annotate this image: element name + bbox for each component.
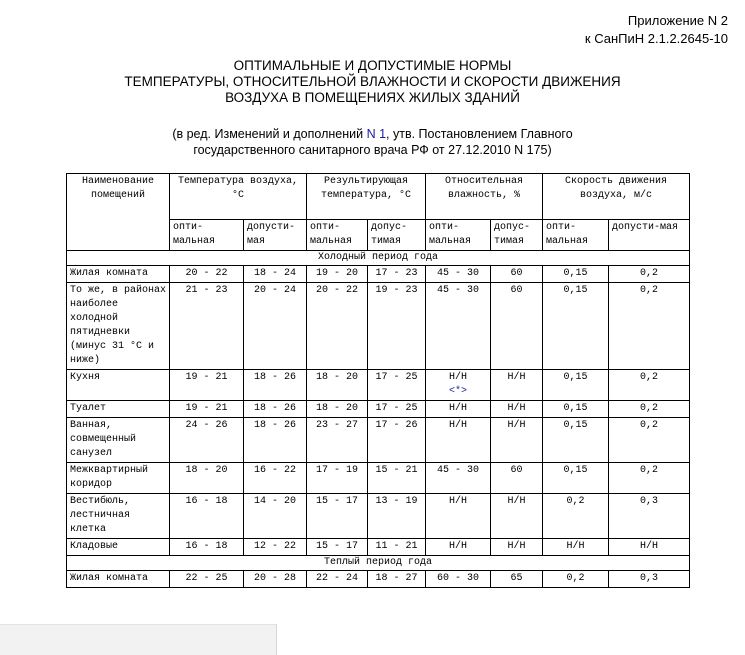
room-name: Жилая комната [67, 571, 170, 588]
air-temp-permissible: 20 - 24 [244, 283, 307, 370]
air-temp-optimal: 16 - 18 [170, 539, 244, 556]
speed-optimal: 0,15 [543, 266, 609, 283]
result-temp-optimal: 23 - 27 [307, 418, 368, 463]
speed-permissible: 0,2 [609, 401, 690, 418]
result-temp-permissible: 15 - 21 [368, 463, 426, 494]
header-row [67, 174, 690, 220]
room-name: Кладовые [67, 539, 170, 556]
speed-optimal: 0,15 [543, 401, 609, 418]
humidity-permissible: Н/Н [491, 539, 543, 556]
result-temp-permissible: 13 - 19 [368, 494, 426, 539]
appendix-regulation: к СанПиН 2.1.2.2645-10 [584, 31, 728, 46]
room-name: Ванная, совмещенный санузел [67, 418, 170, 463]
speed-permissible: 0,2 [609, 463, 690, 494]
table-row [67, 571, 690, 588]
table-row [67, 266, 690, 283]
header-humidity: Относительная влажность, % [426, 174, 543, 220]
appendix-number: Приложение N 2 [627, 13, 728, 28]
speed-optimal: 0,15 [543, 283, 609, 370]
humidity-permissible: 60 [491, 266, 543, 283]
humidity-permissible: Н/Н [491, 401, 543, 418]
title-line-1: ОПТИМАЛЬНЫЕ И ДОПУСТИМЫЕ НОРМЫ [233, 58, 512, 73]
result-temp-permissible: 19 - 23 [368, 283, 426, 370]
subheader-permissible: допус-тимая [368, 220, 426, 251]
table-row [67, 539, 690, 556]
result-temp-optimal: 19 - 20 [307, 266, 368, 283]
air-temp-permissible: 16 - 22 [244, 463, 307, 494]
speed-optimal: 0,15 [543, 463, 609, 494]
viewer-panel [0, 624, 277, 655]
humidity-optimal: 45 - 30 [426, 266, 491, 283]
humidity-optimal: Н/Н [426, 418, 491, 463]
edition-line-2: государственного санитарного врача РФ от 27.12.2010 N 175) [193, 143, 552, 157]
speed-optimal: 0,15 [543, 370, 609, 401]
room-name: Вестибюль, лестничная клетка [67, 494, 170, 539]
norms-table [66, 173, 690, 588]
edition-note [0, 126, 745, 158]
header-air-temperature: Температура воздуха, °С [170, 174, 307, 220]
header-room: Наименование помещений [67, 174, 170, 251]
air-temp-permissible: 18 - 26 [244, 418, 307, 463]
speed-permissible: 0,2 [609, 418, 690, 463]
subheader-permissible: допусти-мая [244, 220, 307, 251]
section-row-cold [67, 251, 690, 266]
result-temp-permissible: 17 - 25 [368, 401, 426, 418]
humidity-permissible: 60 [491, 283, 543, 370]
humidity-value: Н/Н [448, 372, 467, 383]
table-row [67, 463, 690, 494]
air-temp-optimal: 19 - 21 [170, 401, 244, 418]
room-name: То же, в районах наиболее холодной пятидневки (минус 31 °С и ниже) [67, 283, 170, 370]
room-name: Кухня [67, 370, 170, 401]
air-temp-optimal: 24 - 26 [170, 418, 244, 463]
room-name: Туалет [67, 401, 170, 418]
humidity-permissible: Н/Н [491, 370, 543, 401]
humidity-optimal: 45 - 30 [426, 463, 491, 494]
document-title [0, 58, 745, 106]
speed-optimal: 0,15 [543, 418, 609, 463]
air-temp-permissible: 18 - 26 [244, 370, 307, 401]
result-temp-permissible: 18 - 27 [368, 571, 426, 588]
cold-period-heading: Холодный период года [67, 251, 690, 266]
appendix-reference [585, 12, 728, 48]
speed-permissible: 0,3 [609, 494, 690, 539]
subheader-permissible: допусти-мая [609, 220, 690, 251]
table-row [67, 283, 690, 370]
air-temp-optimal: 16 - 18 [170, 494, 244, 539]
result-temp-optimal: 17 - 19 [307, 463, 368, 494]
result-temp-optimal: 18 - 20 [307, 401, 368, 418]
table-row [67, 370, 690, 401]
speed-permissible: 0,2 [609, 370, 690, 401]
humidity-optimal: 60 - 30 [426, 571, 491, 588]
speed-permissible: 0,2 [609, 266, 690, 283]
speed-optimal: Н/Н [543, 539, 609, 556]
air-temp-optimal: 22 - 25 [170, 571, 244, 588]
table-row [67, 494, 690, 539]
room-name: Межквартирный коридор [67, 463, 170, 494]
result-temp-permissible: 17 - 26 [368, 418, 426, 463]
air-temp-optimal: 19 - 21 [170, 370, 244, 401]
subheader-optimal: опти-мальная [543, 220, 609, 251]
air-temp-permissible: 20 - 28 [244, 571, 307, 588]
result-temp-optimal: 15 - 17 [307, 494, 368, 539]
room-name: Жилая комната [67, 266, 170, 283]
humidity-optimal: Н/Н [426, 494, 491, 539]
header-resulting-temperature: Результирующая температура, °С [307, 174, 426, 220]
humidity-permissible: 60 [491, 463, 543, 494]
air-temp-permissible: 12 - 22 [244, 539, 307, 556]
table-row [67, 418, 690, 463]
speed-optimal: 0,2 [543, 571, 609, 588]
subheader-optimal: опти-мальная [426, 220, 491, 251]
air-temp-optimal: 21 - 23 [170, 283, 244, 370]
air-temp-permissible: 14 - 20 [244, 494, 307, 539]
result-temp-optimal: 22 - 24 [307, 571, 368, 588]
amendment-link[interactable]: N 1 [366, 127, 387, 141]
speed-optimal: 0,2 [543, 494, 609, 539]
result-temp-optimal: 15 - 17 [307, 539, 368, 556]
result-temp-permissible: 17 - 25 [368, 370, 426, 401]
speed-permissible: 0,3 [609, 571, 690, 588]
humidity-optimal: Н/Н [426, 539, 491, 556]
speed-permissible: 0,2 [609, 283, 690, 370]
humidity-permissible: 65 [491, 571, 543, 588]
section-row-warm [67, 556, 690, 571]
speed-permissible: Н/Н [609, 539, 690, 556]
result-temp-optimal: 20 - 22 [307, 283, 368, 370]
result-temp-permissible: 11 - 21 [368, 539, 426, 556]
air-temp-optimal: 18 - 20 [170, 463, 244, 494]
humidity-permissible: Н/Н [491, 418, 543, 463]
air-temp-permissible: 18 - 26 [244, 401, 307, 418]
subheader-optimal: опти-мальная [170, 220, 244, 251]
subheader-optimal: опти-мальная [307, 220, 368, 251]
table-row [67, 401, 690, 418]
humidity-optimal [426, 370, 491, 401]
humidity-permissible: Н/Н [491, 494, 543, 539]
air-temp-optimal: 20 - 22 [170, 266, 244, 283]
subheader-permissible: допус-тимая [491, 220, 543, 251]
title-line-2: ТЕМПЕРАТУРЫ, ОТНОСИТЕЛЬНОЙ ВЛАЖНОСТИ И СКОРОСТИ ДВИЖЕНИЯ [124, 74, 621, 89]
humidity-optimal: Н/Н [426, 401, 491, 418]
edition-suffix: , утв. Постановлением Главного [386, 127, 573, 141]
air-temp-permissible: 18 - 24 [244, 266, 307, 283]
footnote-link[interactable]: <*> [448, 386, 467, 397]
humidity-optimal: 45 - 30 [426, 283, 491, 370]
result-temp-optimal: 18 - 20 [307, 370, 368, 401]
edition-prefix: (в ред. Изменений и дополнений [172, 127, 367, 141]
header-air-speed: Скорость движения воздуха, м/с [543, 174, 690, 220]
result-temp-permissible: 17 - 23 [368, 266, 426, 283]
edition-line-1 [0, 126, 745, 142]
warm-period-heading: Теплый период года [67, 556, 690, 571]
title-line-3: ВОЗДУХА В ПОМЕЩЕНИЯХ ЖИЛЫХ ЗДАНИЙ [225, 90, 520, 105]
